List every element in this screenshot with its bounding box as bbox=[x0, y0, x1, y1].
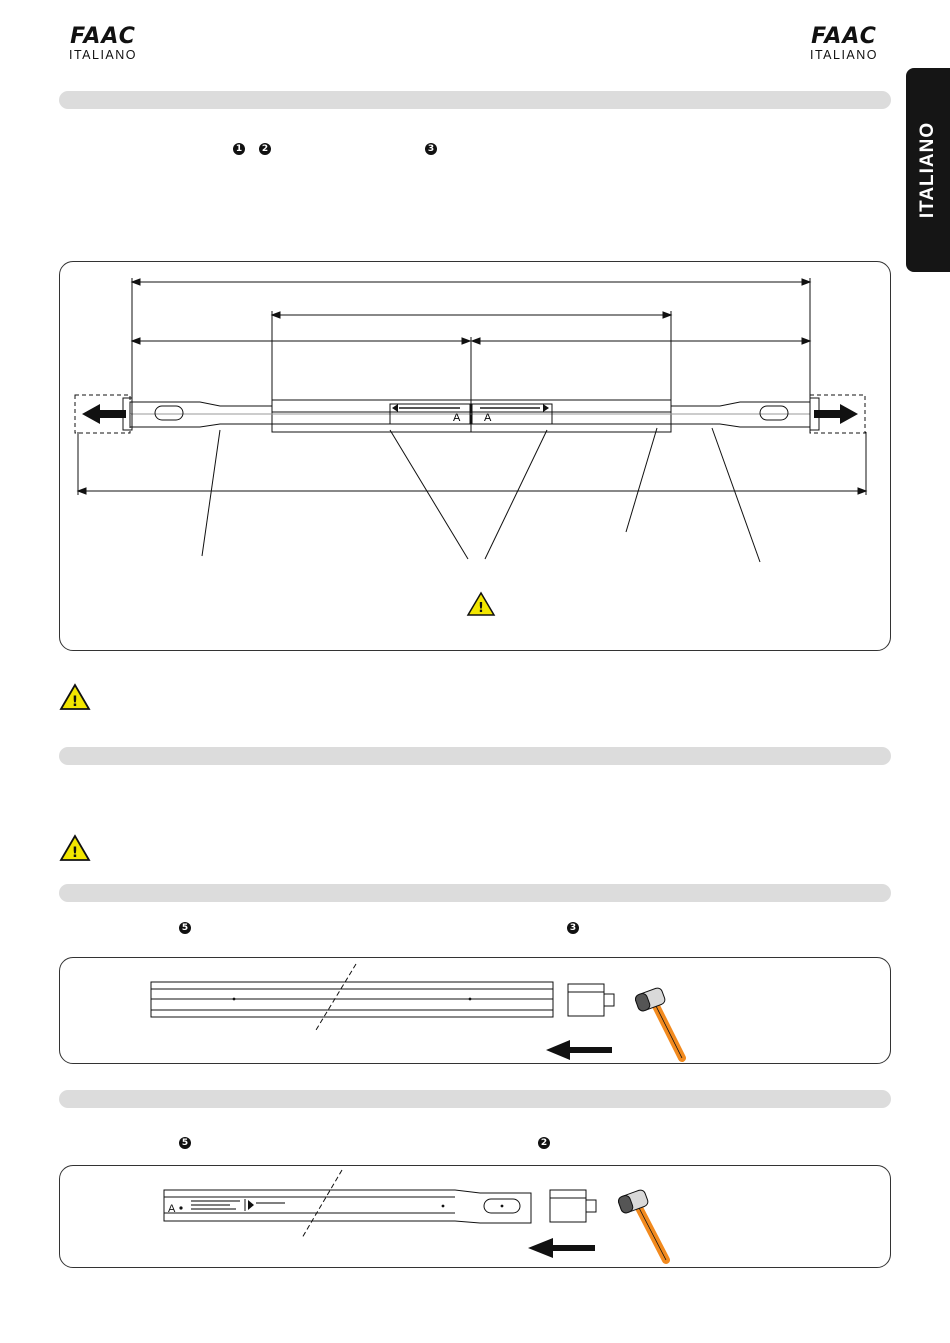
section-header-bar bbox=[59, 91, 891, 109]
profile-cut-drawing bbox=[60, 958, 890, 1063]
brand-logo-right bbox=[789, 26, 899, 62]
section-header-bar bbox=[59, 1090, 891, 1108]
section-header-bar bbox=[59, 884, 891, 902]
hammer-icon bbox=[617, 1189, 666, 1260]
profile-cut-terminal-drawing bbox=[60, 1166, 890, 1267]
side-tab-label: ITALIANO bbox=[917, 121, 938, 219]
step-marker: 3 bbox=[425, 143, 437, 155]
arrow-left-icon bbox=[528, 1238, 595, 1258]
language-label: ITALIANO bbox=[809, 48, 879, 62]
profile-label-a: A bbox=[453, 412, 461, 424]
step-marker: 2 bbox=[538, 1137, 550, 1149]
figure-profile-cut-terminal bbox=[59, 1165, 891, 1268]
section-header-bar bbox=[59, 747, 891, 765]
brand-logo-mark: FAAC bbox=[70, 24, 136, 49]
figure-profile-cut bbox=[59, 957, 891, 1064]
warning-triangle-icon bbox=[60, 835, 90, 861]
brand-logo-mark: FAAC bbox=[811, 24, 877, 49]
brand-logo-left bbox=[48, 26, 158, 62]
language-side-tab[interactable] bbox=[906, 68, 950, 272]
step-marker: 5 bbox=[179, 1137, 191, 1149]
language-label: ITALIANO bbox=[68, 48, 138, 62]
profile-label-a: A bbox=[484, 412, 492, 424]
boom-assembly-drawing bbox=[60, 262, 890, 650]
profile-label-a: A bbox=[168, 1203, 176, 1215]
step-marker: 2 bbox=[259, 143, 271, 155]
svg-text:!: ! bbox=[478, 601, 484, 616]
arrow-left-icon bbox=[546, 1040, 612, 1060]
figure-boom-assembly bbox=[59, 261, 891, 651]
warning-triangle-icon bbox=[468, 593, 494, 616]
step-marker: 1 bbox=[233, 143, 245, 155]
svg-text:!: ! bbox=[71, 845, 79, 861]
hammer-icon bbox=[634, 987, 682, 1058]
step-marker: 5 bbox=[179, 922, 191, 934]
svg-text:!: ! bbox=[71, 694, 79, 710]
warning-triangle-icon bbox=[60, 684, 90, 710]
step-marker: 3 bbox=[567, 922, 579, 934]
